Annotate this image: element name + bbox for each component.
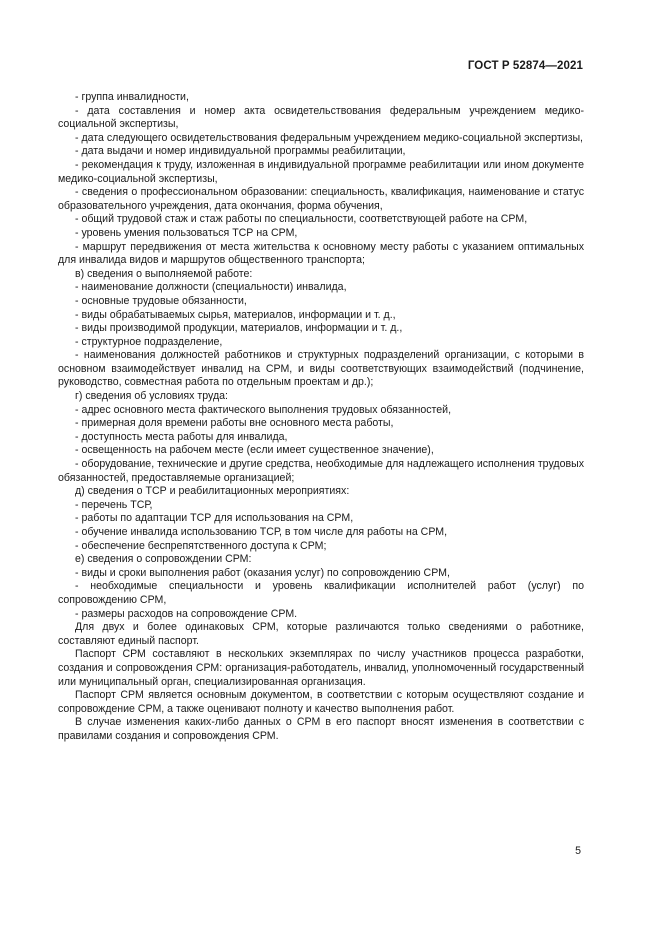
paragraph: - структурное подразделение, (75, 335, 223, 348)
paragraph: - перечень ТСР, (75, 498, 153, 511)
paragraph: Паспорт СРМ составляют в нескольких экземплярах по числу участников процесса разработки, создания и сопровождения СРМ: организация-работодатель, инвалид, уполномоченный государственный или муниципальный орган, специализированная организация. (58, 648, 584, 688)
paragraph: - доступность места работы для инвалида, (75, 430, 288, 443)
paragraph: - обучение инвалида использованию ТСР, в том числе для работы на СРМ, (75, 526, 448, 538)
paragraph: - наименования должностей работников и структурных подразделений организации, с которыми в основном взаимодействует инвалид на СРМ, и виды соответствующих взаимодействий (подчинение, руководство, совместная работа по отдельным проектам и др.); (58, 349, 584, 389)
paragraph: - дата составления и номер акта освидетельствования федеральным учреждением медико-социальной экспертизы, (58, 104, 584, 131)
paragraph: - обеспечение беспрепятственного доступа к СРМ; (75, 539, 327, 552)
paragraph: в) сведения о выполняемой работе: (75, 267, 253, 280)
paragraph: - маршрут передвижения от места жительства к основному месту работы с указанием оптимальных для инвалида видов и маршрутов общественного транспорта; (58, 240, 584, 267)
paragraph: - оборудование, технические и другие средства, необходимые для надлежащего исполнения трудовых обязанностей, предоставляемые организацией; (58, 458, 584, 484)
paragraph: - виды и сроки выполнения работ (оказания услуг) по сопровождению СРМ, (75, 566, 450, 579)
document-code-header: ГОСТ Р 52874—2021 (467, 60, 583, 72)
paragraph: - необходимые специальности и уровень квалификации исполнителей работ (услуг) по сопровождению СРМ, (58, 580, 584, 606)
paragraph: - адрес основного места фактического выполнения трудовых обязанностей, (75, 403, 452, 416)
paragraph: е) сведения о сопровождении СРМ: (75, 553, 252, 566)
paragraph: - дата следующего освидетельствования федеральным учреждением медико-социальной экспертизы, (75, 131, 584, 144)
paragraph: д) сведения о ТСР и реабилитационных мероприятиях: (75, 485, 350, 498)
paragraph: - виды производимой продукции, материалов, информации и т. д., (75, 322, 403, 335)
paragraph: - основные трудовые обязанности, (75, 294, 247, 307)
paragraph: - уровень умения пользоваться ТСР на СРМ, (75, 226, 298, 239)
paragraph: - освещенность на рабочем месте (если имеет существенное значение), (75, 444, 434, 457)
paragraph: г) сведения об условиях труда: (75, 390, 228, 403)
page-number: 5 (575, 845, 581, 857)
paragraph: Паспорт СРМ является основным документом, в соответствии с которым осуществляют создание и сопровождение СРМ, а также оценивают полноту и качество выполнения работ. (58, 689, 584, 715)
paragraph: В случае изменения каких-либо данных о СРМ в его паспорт вносят изменения в соответствии с правилами создания и сопровождения СРМ. (58, 716, 584, 742)
paragraph: - размеры расходов на сопровождение СРМ. (75, 607, 298, 620)
body-text (58, 91, 584, 744)
paragraph: - рекомендация к труду, изложенная в индивидуальной программе реабилитации или ином документе медико-социальной экспертизы, (58, 158, 584, 185)
paragraph: - примерная доля времени работы вне основного места работы, (75, 417, 394, 430)
paragraph: - общий трудовой стаж и стаж работы по специальности, соответствующей работе на СРМ, (75, 213, 528, 226)
paragraph: - наименование должности (специальности) инвалида, (75, 281, 347, 294)
paragraph: - работы по адаптации ТСР для использования на СРМ, (75, 512, 354, 525)
paragraph: Для двух и более одинаковых СРМ, которые различаются только сведениями о работнике, составляют единый паспорт. (58, 621, 584, 647)
paragraph: - дата выдачи и номер индивидуальной программы реабилитации, (75, 145, 406, 158)
paragraph: - сведения о профессиональном образовании: специальность, квалификация, наименование и статус образовательного учреждения, дата окончания, форма обучения, (58, 186, 584, 212)
paragraph: - группа инвалидности, (75, 91, 189, 103)
paragraph: - виды обрабатываемых сырья, материалов, информации и т. д., (75, 308, 396, 321)
